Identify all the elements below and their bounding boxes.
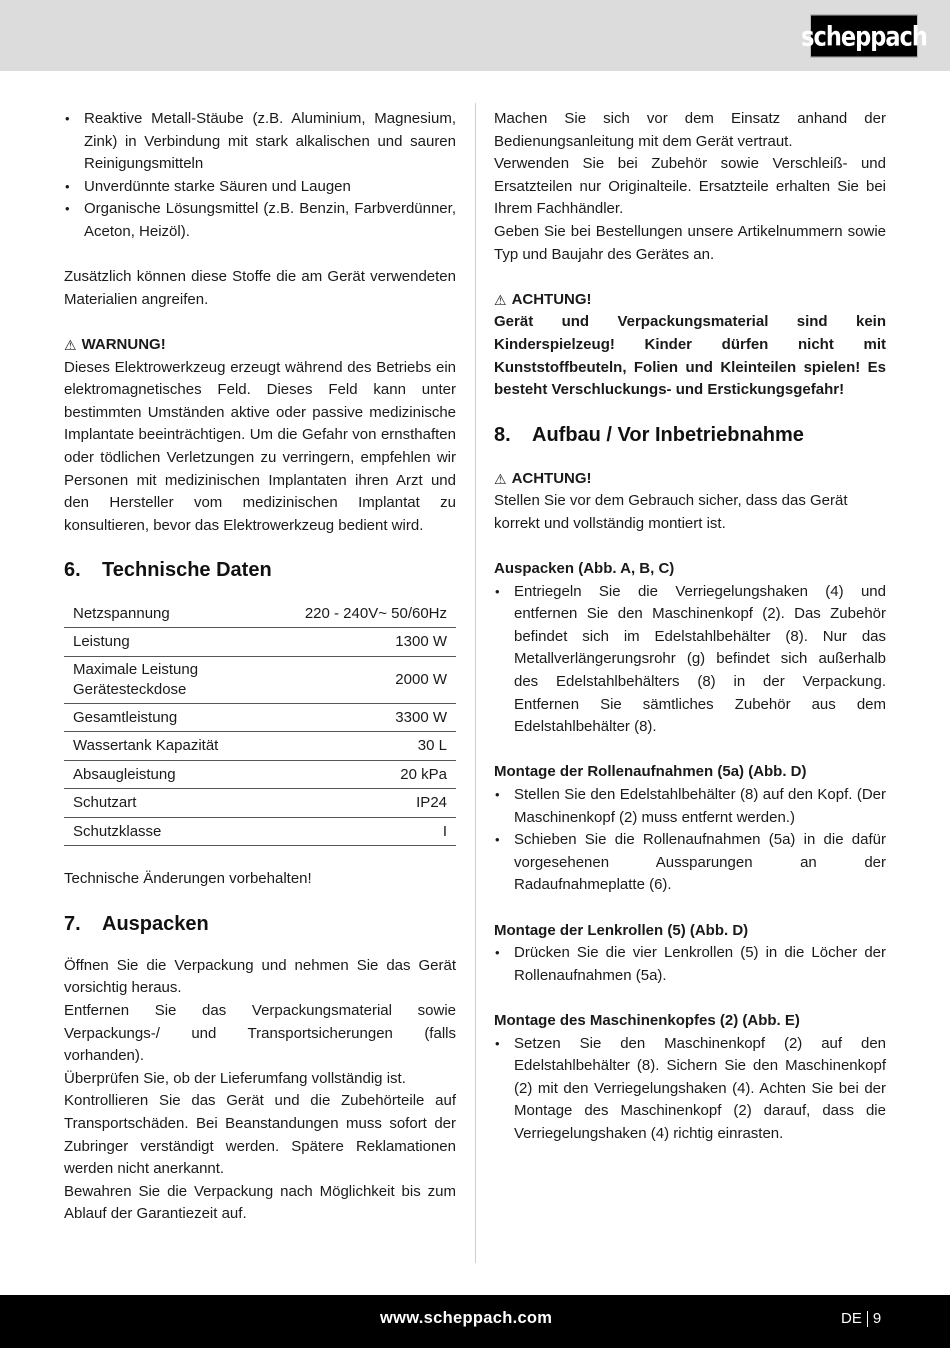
footer-bar: [0, 1295, 950, 1348]
spec-label: Leistung: [73, 633, 130, 651]
website-link[interactable]: www.scheppach.com: [380, 1309, 553, 1327]
spec-value: 30 L: [417, 737, 447, 755]
list-item: • Entriegeln Sie die Verriegelungshaken (4) und entfernen Sie den Maschinenkopf (2). Das Zubehör befindet sich im Edelstahlbehälter (8). Nur das Metallverlängerungsrohr (g) befindet sich außerhalb des Edelstahlbehälters (8) in der Verpackung. Entfernen Sie sämtliches Zubehör aus dem Edelstahlbehälter (8).: [494, 581, 886, 739]
paragraph: Verwenden Sie bei Zubehör sowie Verschleiß- und Ersatzteilen nur Originalteile. Ersatzteile erhalten Sie bei Ihrem Fachhändler.: [494, 155, 886, 218]
page-number: 9: [872, 1310, 882, 1327]
table-row: [64, 656, 456, 703]
section-title: Technische Daten: [102, 559, 272, 582]
spec-value: I: [442, 822, 447, 840]
spec-value: IP24: [416, 794, 447, 812]
instruction-list: [494, 784, 886, 897]
paragraph: Entfernen Sie das Verpackungsmaterial sowie Verpackungs-/ und Transportsicherungen (falls vorhanden).: [64, 1002, 456, 1065]
materials-note: Zusätzlich können diese Stoffe die am Gerät verwendeten Materialien angreifen.: [64, 268, 456, 308]
attention-heading: [494, 289, 886, 312]
section-number: 7.: [64, 912, 81, 935]
instruction-list: [494, 942, 886, 987]
section-title: Aufbau / Vor Inbetriebnahme: [532, 423, 804, 446]
spec-label: Wassertank Kapazität: [73, 737, 219, 755]
section-number: 6.: [64, 559, 81, 582]
left-column: [64, 108, 456, 1226]
column-divider: [475, 103, 476, 1263]
instruction-list: [494, 581, 886, 739]
spec-value: 1300 W: [395, 633, 447, 651]
attention-text: Stellen Sie vor dem Gebrauch sicher, dass das Gerät korrekt und vollständig montiert ist.: [494, 492, 848, 532]
spec-value: 3300 W: [395, 708, 447, 726]
spec-label: Absaugleistung: [73, 765, 176, 783]
attention-text: Gerät und Verpackungsmaterial sind kein Kinderspielzeug! Kinder dürfen nicht mit Kunststoffbeuteln, Folien und Kleinteilen spielen! Es besteht Verschluckungs- und Erstickungsgefahr!: [494, 313, 886, 399]
section-number: 8.: [494, 423, 511, 446]
list-item: • Schieben Sie die Rollenaufnahmen (5a) in die dafür vorgesehenen Aussparungen an der Radaufnahmeplatte (6).: [494, 829, 886, 897]
warning-triangle-icon: ⚠: [494, 291, 507, 308]
list-item: • Setzen Sie den Maschinenkopf (2) auf den Edelstahlbehälter (8). Sichern Sie den Maschinenkopf (2) mit den Verriegelungshaken (4). Achten Sie bei der Montage des Maschinenkopf (2) darauf, dass die Verriegelungshaken (4) richtig einrasten.: [494, 1033, 886, 1146]
subsection-title: Auspacken (Abb. A, B, C): [494, 560, 675, 578]
subsection-title: Montage der Rollenaufnahmen (5a) (Abb. D): [494, 763, 807, 781]
right-column: [494, 108, 886, 1146]
spec-label: Schutzklasse: [73, 822, 162, 840]
spec-label: Netzspannung: [73, 604, 170, 622]
warning-triangle-icon: ⚠: [64, 336, 77, 353]
instruction-list: [494, 1033, 886, 1146]
list-item: • Organische Lösungsmittel (z.B. Benzin, Farbverdünner, Aceton, Heizöl).: [64, 198, 456, 243]
warning-text: Dieses Elektrowerkzeug erzeugt während des Betriebs ein elektromagnetisches Feld. Dieses Feld kann unter bestimmten Umständen aktive oder passive medizinische Implantate beeinträchtigen. Um die Gefahr von ernsthaften oder tödlichen Verletzungen zu verringern, empfehlen wir Personen mit medizinischen Implantaten ihren Arzt und den Hersteller vom medizinischen Implantat zu konsultieren, bevor das Elektrowerkzeug bedient wird.: [64, 358, 456, 534]
spec-label-line: Gerätesteckdose: [73, 680, 187, 698]
section-title: Auspacken: [102, 912, 209, 935]
table-row: [64, 789, 456, 818]
paragraph: Öffnen Sie die Verpackung und nehmen Sie das Gerät vorsichtig heraus.: [64, 956, 456, 997]
list-item: • Reaktive Metall-Stäube (z.B. Aluminium, Magnesium, Zink) in Verbindung mit stark alkalischen und sauren Reinigungsmitteln: [64, 108, 456, 176]
paragraph: Überprüfen Sie, ob der Lieferumfang vollständig ist.: [64, 1069, 406, 1087]
attention-heading: [494, 468, 886, 491]
table-row: [64, 703, 456, 732]
table-row: [64, 817, 456, 846]
subsection-title: Montage der Lenkrollen (5) (Abb. D): [494, 921, 749, 939]
section-heading-auspacken: [64, 911, 456, 937]
warning-heading: [64, 334, 456, 357]
spec-label-line: Maximale Leistung: [73, 661, 199, 679]
list-item: • Drücken Sie die vier Lenkrollen (5) in die Löcher der Rollenaufnahmen (5a).: [494, 942, 886, 987]
subsection-title: Montage des Maschinenkopfes (2) (Abb. E): [494, 1011, 800, 1029]
warning-title: WARNUNG!: [81, 335, 166, 353]
spec-label: Gesamtleistung: [73, 708, 178, 726]
warning-triangle-icon: ⚠: [494, 470, 507, 487]
spec-value: 220 - 240V~ 50/60Hz: [304, 604, 447, 622]
attention-title: ACHTUNG!: [511, 469, 592, 487]
list-item: • Stellen Sie den Edelstahlbehälter (8) auf den Kopf. (Der Maschinenkopf (2) muss entfernt werden.): [494, 784, 886, 829]
attention-title: ACHTUNG!: [511, 290, 592, 308]
paragraph: Geben Sie bei Bestellungen unsere Artikelnummern sowie Typ und Baujahr des Gerätes an.: [494, 222, 886, 263]
hazard-list: [64, 108, 456, 244]
scheppach-logo: scheppach: [810, 14, 918, 57]
table-row: [64, 760, 456, 789]
language-code: DE: [841, 1310, 862, 1327]
table-row: [64, 599, 456, 628]
list-item: • Unverdünnte starke Säuren und Laugen: [64, 176, 456, 199]
table-row: [64, 628, 456, 657]
spec-value: 20 kPa: [400, 765, 447, 783]
specs-table: [64, 599, 456, 846]
spec-label: [64, 656, 262, 703]
page-indicator: [841, 1310, 881, 1327]
paragraph: Kontrollieren Sie das Gerät und die Zubehörteile auf Transportschäden. Bei Beanstandungen muss sofort der Zubringer verständigt werden. Spätere Reklamationen werden nicht anerkannt.: [64, 1092, 456, 1178]
table-row: [64, 732, 456, 761]
paragraph: Machen Sie sich vor dem Einsatz anhand der Bedienungsanleitung mit dem Gerät vertraut.: [494, 110, 886, 150]
separator: [867, 1311, 868, 1327]
section-heading-technische-daten: [64, 557, 456, 583]
section-heading-aufbau: [494, 422, 886, 448]
spec-value: 2000 W: [395, 671, 447, 689]
technical-changes-note: Technische Änderungen vorbehalten!: [64, 870, 312, 888]
spec-label: Schutzart: [73, 794, 137, 812]
paragraph: Bewahren Sie die Verpackung nach Möglichkeit bis zum Ablauf der Garantiezeit auf.: [64, 1182, 456, 1223]
